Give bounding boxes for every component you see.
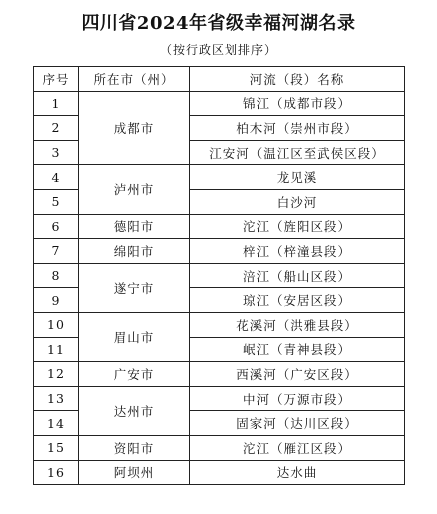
row-river-name: 龙见溪	[190, 165, 405, 190]
row-city: 眉山市	[79, 312, 190, 361]
row-number: 3	[34, 140, 79, 165]
table-row	[34, 460, 405, 485]
row-river-name: 梓江（梓潼县段）	[190, 239, 405, 264]
row-river-name: 西溪河（广安区段）	[190, 362, 405, 387]
row-number: 1	[34, 91, 79, 116]
row-number: 7	[34, 239, 79, 264]
row-river-name: 固家河（达川区段）	[190, 411, 405, 436]
page-title: 四川省2024年省级幸福河湖名录	[81, 13, 356, 34]
table-row	[34, 214, 405, 239]
table-row	[34, 435, 405, 460]
table-row	[34, 239, 405, 264]
row-city: 达州市	[79, 386, 190, 435]
row-river-name: 沱江（旌阳区段）	[190, 214, 405, 239]
table-header-row	[34, 67, 405, 92]
row-river-name: 白沙河	[190, 189, 405, 214]
header-city: 所在市（州）	[79, 67, 190, 92]
row-number: 8	[34, 263, 79, 288]
row-number: 13	[34, 386, 79, 411]
row-city: 泸州市	[79, 165, 190, 214]
table-row	[34, 91, 405, 116]
table-row	[34, 263, 405, 288]
row-river-name: 锦江（成都市段）	[190, 91, 405, 116]
row-river-name: 江安河（温江区至武侯区段）	[190, 140, 405, 165]
row-city: 广安市	[79, 362, 190, 387]
table-row	[34, 312, 405, 337]
row-number: 16	[34, 460, 79, 485]
row-number: 10	[34, 312, 79, 337]
row-city: 成都市	[79, 91, 190, 165]
row-river-name: 琼江（安居区段）	[190, 288, 405, 313]
row-city: 德阳市	[79, 214, 190, 239]
header-river-name: 河流（段）名称	[190, 67, 405, 92]
header-number: 序号	[34, 67, 79, 92]
table-row	[34, 386, 405, 411]
row-river-name: 花溪河（洪雅县段）	[190, 312, 405, 337]
row-number: 12	[34, 362, 79, 387]
row-river-name: 岷江（青神县段）	[190, 337, 405, 362]
row-number: 11	[34, 337, 79, 362]
row-number: 14	[34, 411, 79, 436]
row-city: 阿坝州	[79, 460, 190, 485]
row-number: 15	[34, 435, 79, 460]
row-river-name: 涪江（船山区段）	[190, 263, 405, 288]
row-city: 资阳市	[79, 435, 190, 460]
row-city: 绵阳市	[79, 239, 190, 264]
river-list-table	[33, 66, 405, 485]
row-number: 2	[34, 116, 79, 141]
row-number: 4	[34, 165, 79, 190]
row-number: 6	[34, 214, 79, 239]
row-river-name: 中河（万源市段）	[190, 386, 405, 411]
row-river-name: 沱江（雁江区段）	[190, 435, 405, 460]
row-number: 9	[34, 288, 79, 313]
row-river-name: 柏木河（崇州市段）	[190, 116, 405, 141]
table-row	[34, 362, 405, 387]
row-river-name: 达水曲	[190, 460, 405, 485]
page-subtitle: （按行政区划排序）	[159, 43, 277, 57]
table-row	[34, 165, 405, 190]
row-city: 遂宁市	[79, 263, 190, 312]
row-number: 5	[34, 189, 79, 214]
